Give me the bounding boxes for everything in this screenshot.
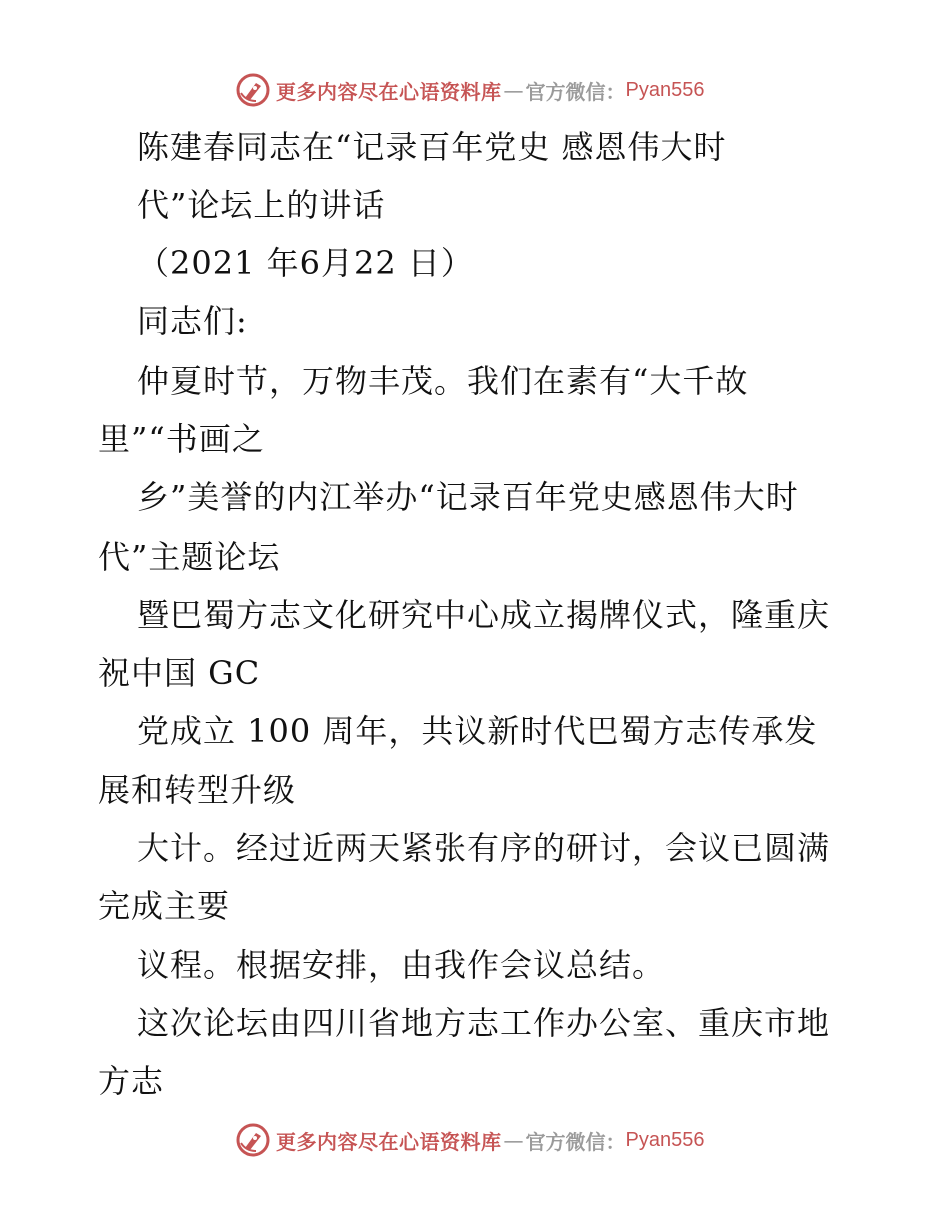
paragraph-line: 里”“书画之 <box>98 420 265 458</box>
paragraph-line: 展和转型升级 <box>98 771 297 809</box>
watermark-text: 更多内容尽在心语资料库 <box>276 1129 502 1154</box>
paragraph-line: 暨巴蜀方志文化研究中心成立揭牌仪式，隆重庆 <box>137 596 831 634</box>
salutation-line: 同志们: <box>137 302 248 340</box>
header-watermark <box>236 72 704 108</box>
paragraph-line: 仲夏时节，万物丰茂。我们在素有“大千故 <box>137 362 749 400</box>
watermark-wechat-label: 官方微信： <box>525 79 626 104</box>
paragraph-line: 党成立 100 周年，共议新时代巴蜀方志传承发 <box>137 712 818 750</box>
watermark-wechat-id: Pyan556 <box>625 1128 705 1151</box>
date-line: （2021 年6月22 日） <box>137 244 474 282</box>
watermark-wechat-id: Pyan556 <box>625 78 705 101</box>
paragraph-line: 议程。根据安排，由我作会议总结。 <box>137 946 666 984</box>
watermark-separator: — <box>503 78 524 102</box>
paragraph-line: 完成主要 <box>98 887 231 925</box>
paragraph-line: 方志 <box>98 1062 165 1100</box>
pen-nib-circle-icon <box>236 1123 270 1157</box>
title-line-2: 代”论坛上的讲话 <box>137 186 386 224</box>
paragraph-line: 乡”美誉的内江举办“记录百年党史感恩伟大时 <box>137 478 799 516</box>
watermark-wechat-label: 官方微信： <box>525 1129 626 1154</box>
paragraph-line: 祝中国 GC <box>98 654 261 692</box>
title-line-1: 陈建春同志在“记录百年党史 感恩伟大时 <box>137 128 727 166</box>
watermark-separator: — <box>503 1128 524 1152</box>
pen-nib-circle-icon <box>236 73 270 107</box>
footer-watermark <box>236 1122 704 1158</box>
paragraph-line: 这次论坛由四川省地方志工作办公室、重庆市地 <box>137 1004 831 1042</box>
paragraph-line: 大计。经过近两天紧张有序的研讨，会议已圆满 <box>137 829 831 867</box>
watermark-text: 更多内容尽在心语资料库 <box>276 79 502 104</box>
paragraph-line: 代”主题论坛 <box>98 538 281 576</box>
